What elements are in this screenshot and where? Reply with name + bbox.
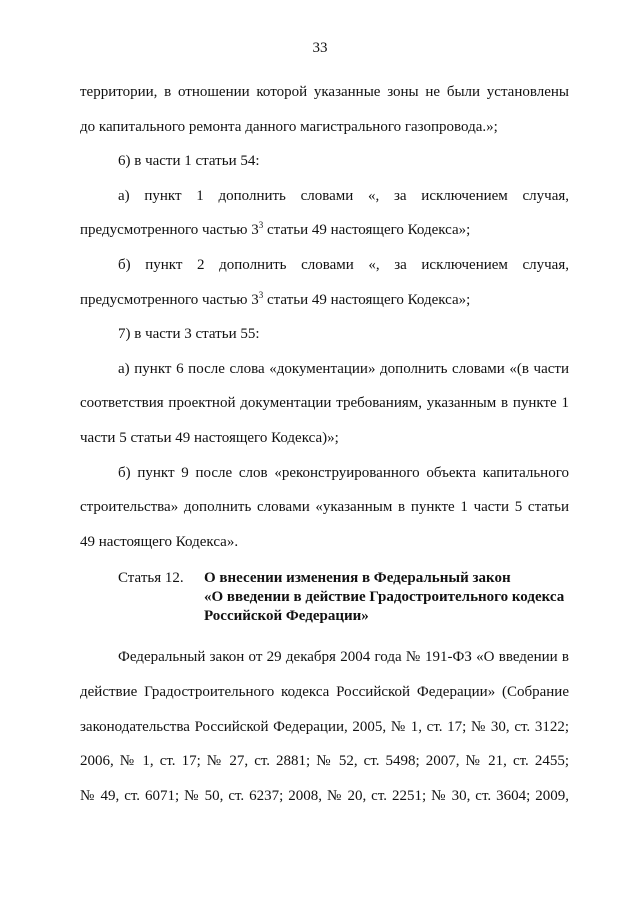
paragraph-line: 2006, № 1, ст. 17; № 27, ст. 2881; № 52, ст. 5498; 2007, № 21, ст. 2455; xyxy=(80,753,569,770)
paragraph-line: № 49, ст. 6071; № 50, ст. 6237; 2008, № 20, ст. 2251; № 30, ст. 3604; 2009, xyxy=(80,787,569,804)
paragraph-line: 7) в части 3 статьи 55: xyxy=(118,326,260,343)
superscript: 3 xyxy=(258,289,264,300)
paragraph-line: соответствия проектной документации требованиям, указанным в пункте 1 xyxy=(80,395,569,412)
paragraph-line: Федеральный закон от 29 декабря 2004 года № 191-ФЗ «О введении в xyxy=(118,649,569,666)
article-title-line: Российской Федерации» xyxy=(204,608,369,625)
page-number: 33 xyxy=(312,40,328,56)
paragraph-line: 49 настоящего Кодекса». xyxy=(80,533,239,550)
paragraph-line: до капитального ремонта данного магистрального газопровода.»; xyxy=(80,118,498,135)
paragraph-line: а) пункт 1 дополнить словами «, за исключением случая, xyxy=(118,187,569,204)
text-span: предусмотренного частью 3 xyxy=(80,222,259,239)
paragraph-line: б) пункт 2 дополнить словами «, за исключением случая, xyxy=(118,256,569,273)
paragraph-line: законодательства Российской Федерации, 2005, № 1, ст. 17; № 30, ст. 3122; xyxy=(80,718,569,735)
article-heading xyxy=(80,569,569,626)
text-span: статьи 49 настоящего Кодекса»; xyxy=(263,222,471,239)
superscript: 3 xyxy=(258,220,264,231)
text-span: предусмотренного частью 3 xyxy=(80,291,259,308)
paragraph-line: действие Градостроительного кодекса Российской Федерации» (Собрание xyxy=(80,683,569,700)
paragraph-line: части 5 статьи 49 настоящего Кодекса)»; xyxy=(80,429,339,446)
paragraph-line: территории, в отношении которой указанные зоны не были установлены xyxy=(80,84,569,100)
article-title-line: «О введении в действие Градостроительного кодекса xyxy=(204,589,565,606)
article-title xyxy=(204,569,569,626)
article-number: Статья 12. xyxy=(118,570,184,587)
article-title-line: О внесении изменения в Федеральный закон xyxy=(204,570,511,587)
paragraph-line: б) пункт 9 после слов «реконструированного объекта капитального xyxy=(118,464,569,481)
paragraph-line: а) пункт 6 после слова «документации» дополнить словами «(в части xyxy=(118,360,569,377)
paragraph-line xyxy=(80,213,569,248)
document-body xyxy=(80,75,569,813)
paragraph-line: строительства» дополнить словами «указанным в пункте 1 части 5 статьи xyxy=(80,499,569,516)
paragraph-line: 6) в части 1 статьи 54: xyxy=(118,153,260,170)
text-span: статьи 49 настоящего Кодекса»; xyxy=(263,291,471,308)
paragraph-line xyxy=(80,283,569,318)
